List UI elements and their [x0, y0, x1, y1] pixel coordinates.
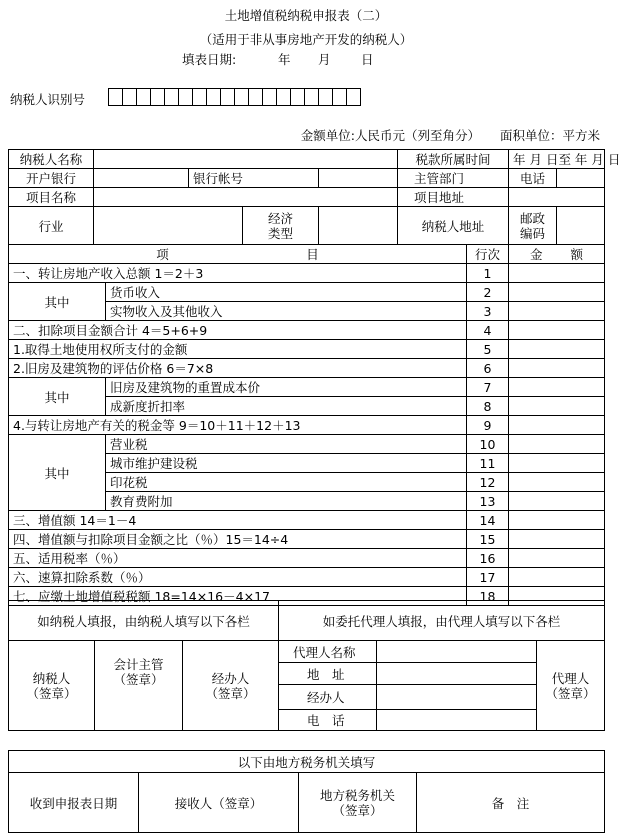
receive-date-label: 收到申报表日期: [9, 773, 139, 833]
taxpayer-id-digit-box[interactable]: [318, 88, 333, 106]
table-row: [9, 416, 605, 435]
row-number: 15: [467, 530, 509, 549]
row-number: 7: [467, 378, 509, 397]
row-number: 4: [467, 321, 509, 340]
row-number: 1: [467, 264, 509, 283]
amount-field[interactable]: [509, 416, 605, 435]
taxpayer-address-label: 纳税人地址: [398, 207, 509, 245]
item-label: 营业税: [106, 435, 467, 454]
amount-field[interactable]: [509, 378, 605, 397]
taxpayer-signature[interactable]: 纳税人 （签章）: [9, 641, 95, 731]
tax-period-label: 税款所属时间: [398, 150, 509, 169]
amount-field[interactable]: [509, 530, 605, 549]
agent-name-label: 代理人名称: [279, 641, 377, 663]
row-number: 17: [467, 568, 509, 587]
remarks-label: 备 注: [417, 773, 605, 833]
fill-date-row: [182, 50, 374, 68]
taxpayer-id-boxes[interactable]: [108, 88, 360, 106]
bank-account-field[interactable]: [319, 169, 398, 188]
taxpayer-id-digit-box[interactable]: [192, 88, 207, 106]
row-number: 5: [467, 340, 509, 359]
signature-table: [8, 600, 605, 731]
phone-field[interactable]: [557, 169, 605, 188]
row-number: 16: [467, 549, 509, 568]
form-subtitle: （适用于非从事房地产开发的纳税人）: [199, 32, 413, 47]
fill-date-month: 月: [318, 52, 331, 67]
item-label: 四、增值额与扣除项目金额之比（％）15＝14÷4: [9, 530, 467, 549]
table-row: [9, 321, 605, 340]
table-row: [9, 568, 605, 587]
taxpayer-id-digit-box[interactable]: [304, 88, 319, 106]
item-label: 印花税: [106, 473, 467, 492]
item-label: 成新度折扣率: [106, 397, 467, 416]
row-number: 10: [467, 435, 509, 454]
receiver-signature-label: 接收人（签章）: [139, 773, 299, 833]
item-label: 一、转让房地产收入总额 1＝2＋3: [9, 264, 467, 283]
taxpayer-name-field[interactable]: [94, 150, 398, 169]
item-label: 实物收入及其他收入: [106, 302, 467, 321]
project-address-label: 项目地址: [398, 188, 509, 207]
item-label: 旧房及建筑物的重置成本价: [106, 378, 467, 397]
table-row: [9, 530, 605, 549]
project-name-label: 项目名称: [9, 188, 94, 207]
taxpayer-id-digit-box[interactable]: [164, 88, 179, 106]
item-label: 教育费附加: [106, 492, 467, 511]
project-address-field[interactable]: [509, 188, 605, 207]
taxpayer-name-label: 纳税人名称: [9, 150, 94, 169]
agent-handler-field[interactable]: [377, 685, 537, 710]
amount-field[interactable]: [509, 397, 605, 416]
agent-phone-label: 电 话: [279, 710, 377, 731]
row-number: 6: [467, 359, 509, 378]
area-unit: 面积单位：平方米: [499, 128, 600, 143]
row-number: 12: [467, 473, 509, 492]
item-label: 七、应缴土地增值税税额 18=14×16－4×17: [9, 587, 467, 606]
agent-handler-label: 经办人: [279, 685, 377, 710]
taxpayer-id-digit-box[interactable]: [136, 88, 151, 106]
table-row: [9, 264, 605, 283]
project-name-field[interactable]: [94, 188, 398, 207]
item-label: 六、速算扣除系数（％）: [9, 568, 467, 587]
group-label: 其中: [9, 435, 106, 511]
tax-office-table: [8, 750, 605, 833]
industry-label: 行业: [9, 207, 94, 245]
amount-field[interactable]: [509, 492, 605, 511]
taxpayer-id-digit-box[interactable]: [150, 88, 165, 106]
taxpayer-fill-section: 如纳税人填报，由纳税人填写以下各栏: [9, 601, 279, 641]
item-label: 1.取得土地使用权所支付的金额: [9, 340, 467, 359]
amount-field[interactable]: [509, 511, 605, 530]
taxpayer-id-digit-box[interactable]: [178, 88, 193, 106]
fill-date-label: 填表日期:: [182, 52, 237, 67]
units-row: [301, 126, 600, 144]
table-row: [9, 511, 605, 530]
row-number: 13: [467, 492, 509, 511]
item-column-header: 项 目: [9, 245, 467, 264]
taxpayer-id-digit-box[interactable]: [346, 88, 361, 106]
phone-label: 电话: [509, 169, 557, 188]
taxpayer-id-digit-box[interactable]: [276, 88, 291, 106]
amount-field[interactable]: [509, 549, 605, 568]
item-label: 三、增值额 14＝1－4: [9, 511, 467, 530]
taxpayer-id-digit-box[interactable]: [290, 88, 305, 106]
postal-code-field[interactable]: [557, 207, 605, 245]
group-label: 其中: [9, 283, 106, 321]
amount-field[interactable]: [509, 302, 605, 321]
amount-field[interactable]: [509, 340, 605, 359]
amount-field[interactable]: [509, 435, 605, 454]
row-number: 18: [467, 587, 509, 606]
amount-column-header: 金 额: [509, 245, 605, 264]
bank-label: 开户银行: [9, 169, 94, 188]
amount-field[interactable]: [509, 264, 605, 283]
row-number-column-header: 行次: [467, 245, 509, 264]
item-label: 货币收入: [106, 283, 467, 302]
accountant-signature[interactable]: 会计主管 （签章）: [95, 641, 183, 731]
taxpayer-id-digit-box[interactable]: [122, 88, 137, 106]
tax-period-field[interactable]: 年 月 日至 年 月 日: [509, 150, 605, 169]
agent-phone-field[interactable]: [377, 710, 537, 731]
table-row: [9, 359, 605, 378]
amount-field[interactable]: [509, 568, 605, 587]
taxpayer-id-digit-box[interactable]: [248, 88, 263, 106]
taxpayer-id-digit-box[interactable]: [108, 88, 123, 106]
taxpayer-id-digit-box[interactable]: [234, 88, 249, 106]
table-row: [9, 378, 605, 397]
item-label: 2.旧房及建筑物的评估价格 6＝7×8: [9, 359, 467, 378]
agent-address-field[interactable]: [377, 663, 537, 685]
row-number: 11: [467, 454, 509, 473]
item-label: 城市维护建设税: [106, 454, 467, 473]
declaration-table: [8, 149, 620, 606]
taxpayer-id-digit-box[interactable]: [220, 88, 235, 106]
row-number: 3: [467, 302, 509, 321]
economic-type-label: 经济 类型: [243, 207, 319, 245]
row-number: 14: [467, 511, 509, 530]
group-label: 其中: [9, 378, 106, 416]
table-row: [9, 283, 605, 302]
taxpayer-id-digit-box[interactable]: [206, 88, 221, 106]
agent-signature[interactable]: 代理人 （签章）: [537, 641, 605, 731]
row-number: 9: [467, 416, 509, 435]
economic-type-field[interactable]: [319, 207, 398, 245]
amount-field[interactable]: [509, 473, 605, 492]
taxpayer-id-digit-box[interactable]: [332, 88, 347, 106]
table-row: [9, 340, 605, 359]
bank-field[interactable]: [94, 169, 189, 188]
bank-account-label: 银行帐号: [189, 169, 319, 188]
fill-date-day: 日: [361, 52, 374, 67]
tax-office-section: 以下由地方税务机关填写: [9, 751, 605, 773]
table-row: [9, 549, 605, 568]
postal-code-label: 邮政 编码: [509, 207, 557, 245]
industry-field[interactable]: [94, 207, 243, 245]
form-title: 土地增值税纳税申报表（二）: [224, 8, 388, 23]
agent-name-field[interactable]: [377, 641, 537, 663]
amount-unit: 金额单位:人民币元（列至角分）: [300, 128, 480, 143]
authority-label: 主管部门: [398, 169, 509, 188]
taxpayer-id-digit-box[interactable]: [262, 88, 277, 106]
item-label: 二、扣除项目金额合计 4＝5+6+9: [9, 321, 467, 340]
tax-office-seal-label: 地方税务机关 （签章）: [299, 773, 417, 833]
table-row: [9, 435, 605, 454]
amount-field[interactable]: [509, 321, 605, 340]
amount-field[interactable]: [509, 283, 605, 302]
fill-date-year: 年: [278, 52, 291, 67]
taxpayer-id-label: 纳税人识别号: [10, 92, 86, 107]
handler-signature[interactable]: 经办人 （签章）: [183, 641, 279, 731]
row-number: 8: [467, 397, 509, 416]
agent-address-label: 地 址: [279, 663, 377, 685]
row-number: 2: [467, 283, 509, 302]
amount-field[interactable]: [509, 454, 605, 473]
agent-fill-section: 如委托代理人填报，由代理人填写以下各栏: [279, 601, 605, 641]
item-label: 五、适用税率（％）: [9, 549, 467, 568]
item-label: 4.与转让房地产有关的税金等 9＝10＋11＋12＋13: [9, 416, 467, 435]
amount-field[interactable]: [509, 359, 605, 378]
